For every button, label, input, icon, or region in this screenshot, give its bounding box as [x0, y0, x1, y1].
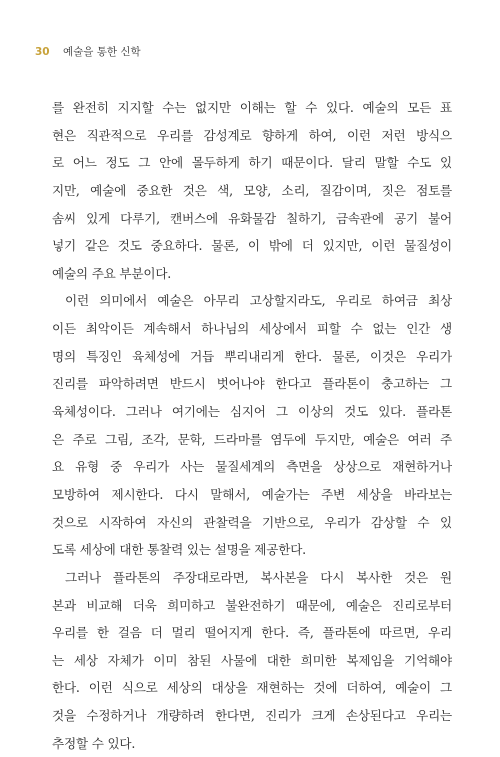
text-line-content: 은 주로 그림, 조각, 문학, 드라마를 염두에 두지만, 예술은 여러 주	[52, 431, 452, 447]
text-line	[52, 260, 452, 288]
text-line-content: 우리를 한 걸음 더 멀리 떨어지게 한다. 즉, 플라톤에 따르면, 우리	[52, 625, 452, 641]
text-line-content: 넣기 같은 것도 중요하다. 물론, 이 밖에 더 있지만, 이런 물질성이	[52, 238, 452, 254]
text-line-content: 한다. 이런 식으로 세상의 대상을 재현하는 것에 더하여, 예술이 그	[52, 680, 452, 696]
text-line-content: 추정할 수 있다.	[52, 735, 136, 751]
text-line-content: 도록 세상에 대한 통찰력 있는 설명을 제공한다.	[52, 542, 306, 558]
text-line-content: 모방하여 제시한다. 다시 말해서, 예술가는 주변 세상을 바라보는	[52, 486, 452, 502]
text-line-content: 육체성이다. 그러나 여기에는 심지어 그 이상의 것도 있다. 플라톤	[52, 404, 452, 420]
text-line-content: 본과 비교해 더욱 희미하고 불완전하기 때문에, 예술은 진리로부터	[52, 597, 452, 613]
text-line	[52, 619, 452, 647]
text-line	[52, 536, 452, 564]
text-line-content: 이든 최악이든 계속해서 하나님의 세상에서 피할 수 없는 인간 생	[52, 321, 452, 337]
text-line	[52, 122, 452, 150]
text-line	[52, 453, 452, 481]
text-line	[52, 647, 452, 675]
body-text	[52, 94, 452, 757]
text-line-content: 솜씨 있게 다루기, 캔버스에 유화물감 칠하기, 금속관에 공기 불어	[52, 210, 452, 226]
running-head	[35, 44, 141, 59]
page-number: 30	[35, 46, 50, 58]
text-line	[52, 481, 452, 509]
text-line	[52, 398, 452, 426]
text-line	[52, 730, 452, 757]
text-line-content: 예술의 주요 부분이다.	[52, 265, 172, 281]
text-line-content: 명의 특징인 육체성에 거듭 뿌리내리게 한다. 물론, 이것은 우리가	[52, 348, 452, 364]
text-line	[52, 564, 452, 592]
text-line	[52, 592, 452, 620]
text-line-content: 는 세상 자체가 이미 참된 사물에 대한 희미한 복제임을 기억해야	[52, 652, 452, 668]
text-line-content: 그러나 플라톤의 주장대로라면, 복사본을 다시 복사한 것은 원	[65, 569, 452, 585]
text-line-content: 요 유형 중 우리가 사는 물질세계의 측면을 상상으로 재현하거나	[52, 459, 452, 475]
text-line	[52, 205, 452, 233]
text-line	[52, 94, 452, 122]
text-line	[52, 370, 452, 398]
text-line-content: 이런 의미에서 예술은 아무리 고상할지라도, 우리로 하여금 최상	[65, 293, 452, 309]
text-line-content: 지만, 예술에 중요한 것은 색, 모양, 소리, 질감이며, 짓은 점토를	[52, 182, 452, 198]
book-title: 예술을 통한 신학	[62, 46, 141, 58]
text-line	[52, 232, 452, 260]
text-line-content: 현은 직관적으로 우리를 감성계로 향하게 하여, 이런 저런 방식으	[52, 127, 452, 143]
text-line-content: 진리를 파악하려면 반드시 벗어나야 한다고 플라톤이 충고하는 그	[52, 376, 452, 392]
text-line	[52, 509, 452, 537]
text-line	[52, 426, 452, 454]
text-line	[52, 674, 452, 702]
text-line-content: 를 완전히 지지할 수는 없지만 이해는 할 수 있다. 예술의 모든 표	[52, 100, 452, 115]
text-line	[52, 315, 452, 343]
text-line-content: 로 어느 정도 그 안에 몰두하게 하기 때문이다. 달리 말할 수도 있	[52, 155, 452, 171]
text-line-content: 것을 수정하거나 개량하려 한다면, 진리가 크게 손상된다고 우리는	[52, 708, 452, 724]
text-line	[52, 177, 452, 205]
text-line	[52, 287, 452, 315]
text-line	[52, 343, 452, 371]
text-line	[52, 149, 452, 177]
text-line-content: 것으로 시작하여 자신의 관찰력을 기반으로, 우리가 감상할 수 있	[52, 514, 452, 530]
text-line	[52, 702, 452, 730]
